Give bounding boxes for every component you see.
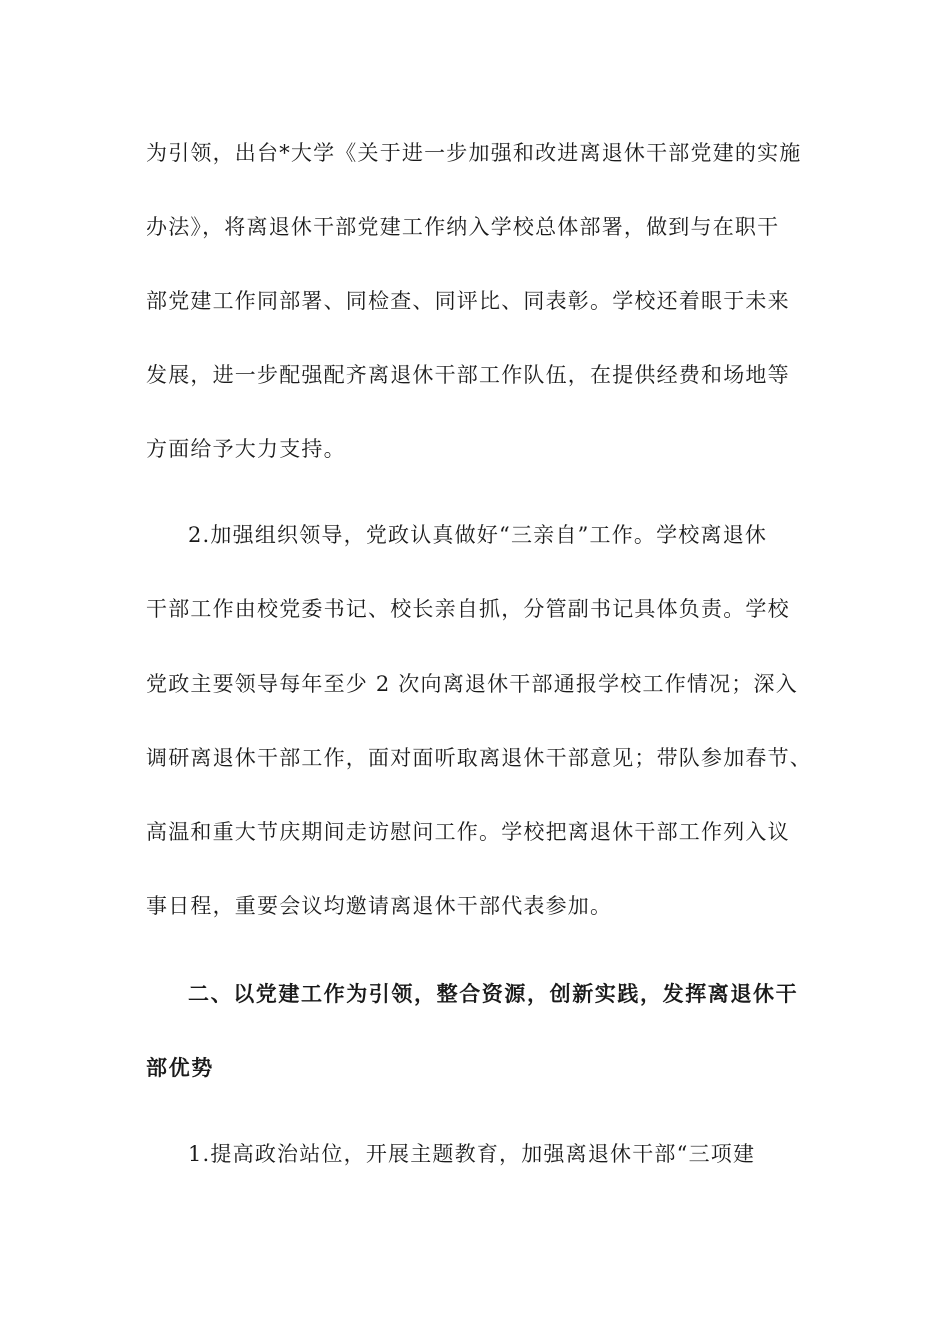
text-line: 2.加强组织领导，党政认真做好“三亲自”工作。学校离退休 — [188, 523, 768, 547]
text-line: 发展，进一步配强配齐离退休干部工作队伍，在提供经费和场地等 — [146, 363, 790, 387]
text-line: 办法》，将离退休干部党建工作纳入学校总体部署，做到与在职干 — [146, 215, 780, 239]
text-line: 干部工作由校党委书记、校长亲自抓，分管副书记具体负责。学校 — [146, 597, 790, 621]
text-line: 调研离退休干部工作，面对面听取离退休干部意见；带队参加春节、 — [146, 746, 812, 770]
text-line: 为引领，出台*大学《关于进一步加强和改进离退休干部党建的实施 — [146, 141, 802, 165]
text-line: 高温和重大节庆期间走访慰问工作。学校把离退休干部工作列入议 — [146, 820, 790, 844]
text-line: 事日程，重要会议均邀请离退休干部代表参加。 — [146, 894, 613, 918]
heading-line: 二、以党建工作为引领，整合资源，创新实践，发挥离退休干 — [188, 981, 799, 1006]
text-line: 方面给予大力支持。 — [146, 437, 346, 461]
text-line: 部党建工作同部署、同检查、同评比、同表彰。学校还着眼于未来 — [146, 289, 790, 313]
text-line: 1.提高政治站位，开展主题教育，加强离退休干部“三项建 — [188, 1142, 756, 1166]
heading-line: 部优势 — [146, 1055, 214, 1080]
text-line: 党政主要领导每年至少 2 次向离退休干部通报学校工作情况；深入 — [146, 672, 798, 696]
